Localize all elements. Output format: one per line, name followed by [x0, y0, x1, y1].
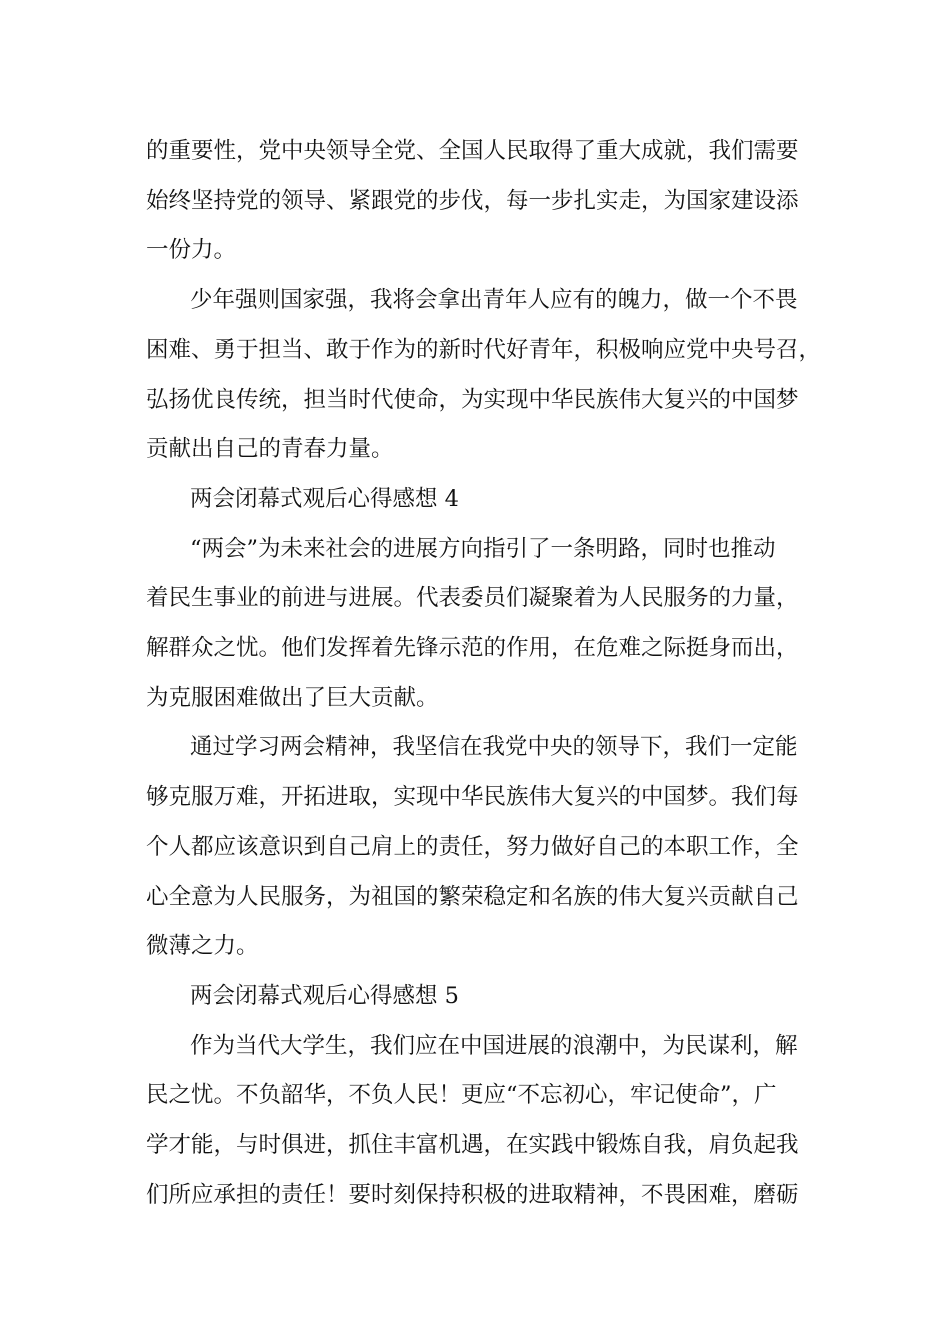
- text-line: 微薄之力。: [146, 933, 259, 960]
- heading-text: 两会闭幕式观后心得感想 4: [190, 485, 459, 512]
- paragraph: [146, 1022, 818, 1221]
- paragraph: [146, 127, 818, 276]
- text-line: 少年强则国家强，我将会拿出青年人应有的魄力，做一个不畏: [190, 287, 798, 314]
- text-line: 贡献出自己的青春力量。: [146, 436, 394, 463]
- text-line: 通过学习两会精神，我坚信在我党中央的领导下，我们一定能: [190, 734, 798, 761]
- section-heading: [146, 475, 818, 525]
- text-line: “两会”为未来社会的进展方向指引了一条明路，同时也推动: [190, 535, 776, 562]
- text-line: 个人都应该意识到自己肩上的责任，努力做好自己的本职工作，全: [146, 833, 799, 860]
- text-line: 够克服万难，开拓进取，实现中华民族伟大复兴的中国梦。我们每: [146, 784, 799, 811]
- text-line: 一份力。: [146, 237, 237, 264]
- text-line: 着民生事业的前进与进展。代表委员们凝聚着为人民服务的力量，: [146, 585, 799, 612]
- text-line: 学才能，与时俱进，抓住丰富机遇，在实践中锻炼自我，肩负起我: [146, 1132, 799, 1159]
- text-line: 为克服困难做出了巨大贡献。: [146, 684, 439, 711]
- text-line: 解群众之忧。他们发挥着先锋示范的作用，在危难之际挺身而出，: [146, 635, 799, 662]
- section-heading: [146, 972, 818, 1022]
- paragraph: [146, 276, 822, 475]
- text-line: 民之忧。不负韶华，不负人民！更应“不忘初心，牢记使命”，广: [146, 1082, 777, 1109]
- paragraph: [146, 525, 818, 724]
- paragraph: [146, 723, 818, 972]
- text-line: 心全意为人民服务，为祖国的繁荣稳定和名族的伟大复兴贡献自己: [146, 883, 799, 910]
- text-line: 困难、勇于担当、敢于作为的新时代好青年，积极响应党中央号召，: [146, 336, 822, 363]
- heading-text: 两会闭幕式观后心得感想 5: [190, 982, 459, 1009]
- text-line: 的重要性，党中央领导全党、全国人民取得了重大成就，我们需要: [146, 138, 799, 164]
- text-line: 作为当代大学生，我们应在中国进展的浪潮中，为民谋利，解: [190, 1032, 798, 1059]
- document-body: [146, 127, 822, 1220]
- text-line: 始终坚持党的领导、紧跟党的步伐，每一步扎实走，为国家建设添: [146, 187, 799, 214]
- text-line: 弘扬优良传统，担当时代使命，为实现中华民族伟大复兴的中国梦: [146, 386, 799, 413]
- text-line: 们所应承担的责任！要时刻保持积极的进取精神，不畏困难，磨砺: [146, 1181, 799, 1208]
